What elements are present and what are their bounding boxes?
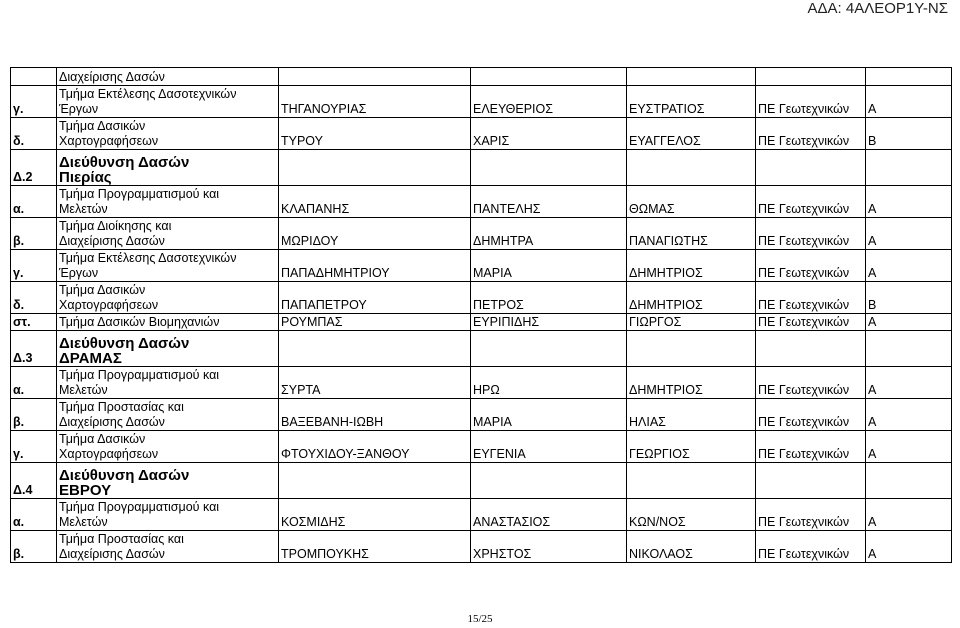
table-row	[11, 314, 952, 331]
department-name	[57, 367, 279, 399]
table-row	[11, 282, 952, 314]
row-label: β.	[11, 399, 57, 431]
branch-cell: ΠΕ Γεωτεχνικών	[756, 118, 866, 150]
directorate-row	[11, 150, 952, 186]
row-label: Δ.4	[11, 463, 57, 499]
department-name	[57, 399, 279, 431]
row-label: γ.	[11, 431, 57, 463]
department-line: Μελετών	[59, 515, 108, 529]
branch-cell: ΠΕ Γεωτεχνικών	[756, 367, 866, 399]
father-cell: ΚΩΝ/ΝΟΣ	[627, 499, 756, 531]
department-line: Τμήμα Προστασίας και	[59, 532, 184, 546]
directorate-name	[57, 150, 279, 186]
grade-cell: Β	[866, 282, 952, 314]
grade-cell: Α	[866, 531, 952, 563]
branch-cell: ΠΕ Γεωτεχνικών	[756, 218, 866, 250]
table-row	[11, 367, 952, 399]
name-cell: ΜΑΡΙΑ	[471, 250, 627, 282]
department-line: Τμήμα Προγραμματισμού και	[59, 368, 220, 382]
surname-cell: ΤΥΡΟΥ	[279, 118, 471, 150]
name-cell: ΜΑΡΙΑ	[471, 399, 627, 431]
surname-cell: ΜΩΡΙΔΟΥ	[279, 218, 471, 250]
name-cell: ΕΥΓΕΝΙΑ	[471, 431, 627, 463]
row-label: Δ.3	[11, 331, 57, 367]
table-row	[11, 118, 952, 150]
father-cell	[627, 150, 756, 186]
surname-cell	[279, 68, 471, 86]
department-name	[57, 314, 279, 331]
father-cell: ΔΗΜΗΤΡΙΟΣ	[627, 282, 756, 314]
department-line: Μελετών	[59, 383, 108, 397]
branch-cell: ΠΕ Γεωτεχνικών	[756, 499, 866, 531]
father-cell	[627, 463, 756, 499]
row-label: β.	[11, 531, 57, 563]
surname-cell: ΚΟΣΜΙΔΗΣ	[279, 499, 471, 531]
table-row	[11, 186, 952, 218]
grade-cell: Α	[866, 314, 952, 331]
name-cell	[471, 331, 627, 367]
father-cell: ΔΗΜΗΤΡΙΟΣ	[627, 250, 756, 282]
branch-cell	[756, 463, 866, 499]
department-name	[57, 68, 279, 86]
father-cell: ΝΙΚΟΛΑΟΣ	[627, 531, 756, 563]
table-row	[11, 86, 952, 118]
department-name	[57, 282, 279, 314]
department-line: Διεύθυνση Δασών	[59, 154, 190, 171]
department-line: Τμήμα Προστασίας και	[59, 400, 184, 414]
father-cell	[627, 68, 756, 86]
department-line: Τμήμα Εκτέλεσης Δασοτεχνικών	[59, 87, 237, 101]
department-line: Τμήμα Δασικών	[59, 432, 146, 446]
row-label: Δ.2	[11, 150, 57, 186]
surname-cell: ΤΗΓΑΝΟΥΡΙΑΣ	[279, 86, 471, 118]
father-cell: ΔΗΜΗΤΡΙΟΣ	[627, 367, 756, 399]
department-line: Χαρτογραφήσεων	[59, 134, 159, 148]
department-line: Διαχείρισης Δασών	[59, 234, 165, 248]
branch-cell	[756, 331, 866, 367]
ada-code: ΑΔΑ: 4ΑΛΕΟΡ1Υ-ΝΣ	[807, 0, 948, 17]
department-name	[57, 499, 279, 531]
name-cell: ΧΑΡΙΣ	[471, 118, 627, 150]
department-name	[57, 86, 279, 118]
table-row	[11, 250, 952, 282]
father-cell: ΘΩΜΑΣ	[627, 186, 756, 218]
department-line: Διαχείρισης Δασών	[59, 70, 165, 84]
grade-cell: Α	[866, 499, 952, 531]
row-label: δ.	[11, 118, 57, 150]
name-cell: ΕΥΡΙΠΙΔΗΣ	[471, 314, 627, 331]
department-name	[57, 250, 279, 282]
staff-roster-table	[10, 67, 952, 563]
grade-cell: Α	[866, 186, 952, 218]
branch-cell: ΠΕ Γεωτεχνικών	[756, 531, 866, 563]
department-line: Μελετών	[59, 202, 108, 216]
table-row	[11, 531, 952, 563]
surname-cell: ΣΥΡΤΑ	[279, 367, 471, 399]
row-label: α.	[11, 499, 57, 531]
department-line: Πιερίας	[59, 169, 112, 186]
grade-cell	[866, 331, 952, 367]
surname-cell: ΠΑΠΑΠΕΤΡΟΥ	[279, 282, 471, 314]
branch-cell: ΠΕ Γεωτεχνικών	[756, 314, 866, 331]
department-line: Χαρτογραφήσεων	[59, 447, 159, 461]
department-name	[57, 431, 279, 463]
department-line: Τμήμα Δασικών Βιομηχανιών	[59, 315, 220, 329]
grade-cell: Α	[866, 431, 952, 463]
department-name	[57, 531, 279, 563]
father-cell: ΗΛΙΑΣ	[627, 399, 756, 431]
table-row	[11, 218, 952, 250]
department-line: Τμήμα Δασικών	[59, 119, 146, 133]
father-cell: ΕΥΑΓΓΕΛΟΣ	[627, 118, 756, 150]
department-line: Διαχείρισης Δασών	[59, 415, 165, 429]
branch-cell	[756, 68, 866, 86]
grade-cell: Α	[866, 399, 952, 431]
name-cell: ΑΝΑΣΤΑΣΙΟΣ	[471, 499, 627, 531]
directorate-name	[57, 463, 279, 499]
grade-cell	[866, 150, 952, 186]
surname-cell: ΡΟΥΜΠΑΣ	[279, 314, 471, 331]
department-name	[57, 218, 279, 250]
table-row	[11, 399, 952, 431]
department-name	[57, 118, 279, 150]
name-cell: ΠΑΝΤΕΛΗΣ	[471, 186, 627, 218]
branch-cell: ΠΕ Γεωτεχνικών	[756, 186, 866, 218]
row-label: στ.	[11, 314, 57, 331]
surname-cell: ΠΑΠΑΔΗΜΗΤΡΙΟΥ	[279, 250, 471, 282]
department-line: ΕΒΡΟΥ	[59, 482, 112, 499]
branch-cell: ΠΕ Γεωτεχνικών	[756, 250, 866, 282]
surname-cell: ΤΡΟΜΠΟΥΚΗΣ	[279, 531, 471, 563]
table-row	[11, 431, 952, 463]
department-line: Τμήμα Δασικών	[59, 283, 146, 297]
father-cell	[627, 331, 756, 367]
department-line: Διαχείρισης Δασών	[59, 547, 165, 561]
name-cell: ΠΕΤΡΟΣ	[471, 282, 627, 314]
row-label: α.	[11, 186, 57, 218]
department-line: Τμήμα Εκτέλεσης Δασοτεχνικών	[59, 251, 237, 265]
department-line: Διεύθυνση Δασών	[59, 467, 190, 484]
grade-cell	[866, 463, 952, 499]
name-cell: ΗΡΩ	[471, 367, 627, 399]
department-line: Διεύθυνση Δασών	[59, 335, 190, 352]
row-label	[11, 68, 57, 86]
row-label: α.	[11, 367, 57, 399]
name-cell	[471, 150, 627, 186]
page-number: 15/25	[467, 613, 493, 625]
name-cell: ΔΗΜΗΤΡΑ	[471, 218, 627, 250]
grade-cell: Α	[866, 367, 952, 399]
branch-cell: ΠΕ Γεωτεχνικών	[756, 282, 866, 314]
name-cell	[471, 463, 627, 499]
branch-cell	[756, 150, 866, 186]
surname-cell	[279, 150, 471, 186]
grade-cell: Β	[866, 118, 952, 150]
father-cell: ΓΙΩΡΓΟΣ	[627, 314, 756, 331]
grade-cell	[866, 68, 952, 86]
department-line: Τμήμα Προγραμματισμού και	[59, 500, 220, 514]
table-row	[11, 499, 952, 531]
department-line: Τμήμα Διοίκησης και	[59, 219, 172, 233]
roster-body	[11, 68, 952, 563]
directorate-row	[11, 331, 952, 367]
row-label: δ.	[11, 282, 57, 314]
surname-cell: ΒΑΞΕΒΑΝΗ-ΙΩΒΗ	[279, 399, 471, 431]
name-cell: ΕΛΕΥΘΕΡΙΟΣ	[471, 86, 627, 118]
department-line: Έργων	[59, 102, 99, 116]
directorate-row	[11, 463, 952, 499]
branch-cell: ΠΕ Γεωτεχνικών	[756, 399, 866, 431]
father-cell: ΕΥΣΤΡΑΤΙΟΣ	[627, 86, 756, 118]
grade-cell: Α	[866, 218, 952, 250]
grade-cell: Α	[866, 86, 952, 118]
table-row	[11, 68, 952, 86]
surname-cell	[279, 463, 471, 499]
grade-cell: Α	[866, 250, 952, 282]
branch-cell: ΠΕ Γεωτεχνικών	[756, 86, 866, 118]
surname-cell: ΚΛΑΠΑΝΗΣ	[279, 186, 471, 218]
row-label: β.	[11, 218, 57, 250]
department-name	[57, 186, 279, 218]
surname-cell	[279, 331, 471, 367]
branch-cell: ΠΕ Γεωτεχνικών	[756, 431, 866, 463]
surname-cell: ΦΤΟΥΧΙΔΟΥ-ΞΑΝΘΟΥ	[279, 431, 471, 463]
department-line: Έργων	[59, 266, 99, 280]
department-line: Τμήμα Προγραμματισμού και	[59, 187, 220, 201]
father-cell: ΠΑΝΑΓΙΩΤΗΣ	[627, 218, 756, 250]
father-cell: ΓΕΩΡΓΙΟΣ	[627, 431, 756, 463]
directorate-name	[57, 331, 279, 367]
name-cell	[471, 68, 627, 86]
row-label: γ.	[11, 86, 57, 118]
department-line: Χαρτογραφήσεων	[59, 298, 159, 312]
department-line: ΔΡΑΜΑΣ	[59, 350, 122, 367]
row-label: γ.	[11, 250, 57, 282]
name-cell: ΧΡΗΣΤΟΣ	[471, 531, 627, 563]
